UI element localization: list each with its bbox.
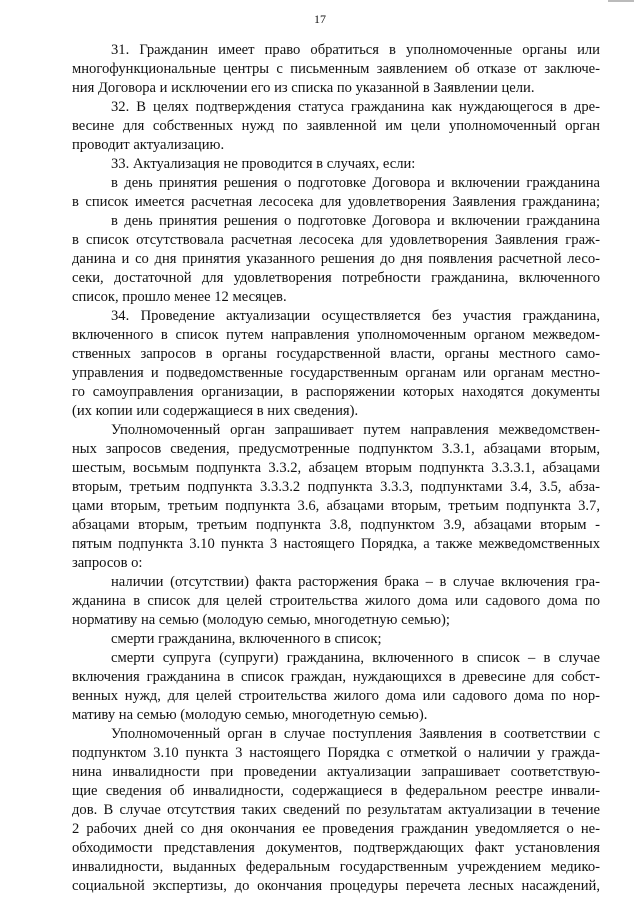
text-line: ния Договора и исключении его из списка по указанной в Заявлении цели.	[72, 80, 535, 96]
text-line: абзацами вторым, третьим подпункта 3.8, подпунктом 3.9, абзацами вторым -	[72, 517, 600, 533]
text-line: инвалидности, выданных федеральным государственным учреждением медико-	[72, 859, 600, 875]
text-line: ных запросов сведения, предусмотренные подпунктом 3.3.1, абзацами вторым,	[72, 441, 600, 457]
text-line: в день принятия решения о подготовке Договора и включении гражданина	[111, 175, 600, 191]
text-line: список, прошло менее 12 месяцев.	[72, 289, 287, 305]
text-line: запросов о:	[72, 555, 143, 571]
text-line: дов. В случае отсутствия таких сведений по результатам актуализации в течение	[72, 802, 600, 818]
text-line: включения гражданина в список граждан, нуждающихся в древесине для собст-	[72, 669, 600, 685]
scan-mark	[608, 0, 634, 2]
text-line: в список имеется расчетная лесосека для удовлетворения Заявления гражданина;	[72, 194, 600, 210]
text-line: секи, достаточной для удовлетворения потребности гражданина, включенного	[72, 270, 600, 286]
text-line: подпунктом 3.10 пункта 3 настоящего Порядка с отметкой о наличии у гражда-	[72, 745, 600, 761]
text-line: в список отсутствовала расчетная лесосека для удовлетворения Заявления граж-	[72, 232, 600, 248]
text-line: нина инвалидности при проведении актуализации запрашивает соответствую-	[72, 764, 600, 780]
text-line: Уполномоченный орган запрашивает путем направления межведомствен-	[111, 422, 600, 438]
text-line: проводит актуализацию.	[72, 137, 225, 153]
text-line: нормативу на семью (молодую семью, многодетную семью);	[72, 612, 450, 628]
text-line: ственных запросов в органы государственной власти, органы местного само-	[72, 346, 600, 362]
text-line: (их копии или содержащиеся в них сведения).	[72, 403, 359, 419]
text-line: управления и подведомственные государственным органам или органам местно-	[72, 365, 600, 381]
text-line: шестым, восьмым подпункта 3.3.2, абзацем вторым подпункта 3.3.3.1, абзацами	[72, 460, 600, 476]
text-line: 34. Проведение актуализации осуществляется без участия гражданина,	[111, 308, 600, 324]
text-line: данина и со дня принятия указанного решения до дня появления расчетной лесо-	[72, 251, 600, 267]
text-line: венных нужд, для целей строительства жилого дома или садового дома по нор-	[72, 688, 600, 704]
text-line: щие сведения об инвалидности, содержащиеся в федеральном реестре инвали-	[72, 783, 600, 799]
text-line: го самоуправления организации, в распоряжении которых находятся документы	[72, 384, 600, 400]
text-line: мативу на семью (молодую семью, многодетную семью).	[72, 707, 428, 723]
text-line: в день принятия решения о подготовке Договора и включении гражданина	[111, 213, 600, 229]
text-line: 33. Актуализация не проводится в случаях, если:	[111, 156, 416, 172]
text-line: жданина в список для целей строительства жилого дома или садового дома по	[72, 593, 600, 609]
text-line: пятым подпункта 3.10 пункта 3 настоящего Порядка, а также межведомственных	[72, 536, 600, 552]
text-line: смерти супруга (супруги) гражданина, включенного в список – в случае	[111, 650, 600, 666]
text-line: социальной экспертизы, до окончания процедуры перечета лесных насаждений,	[72, 878, 600, 894]
text-line: обходимости представления документов, подтверждающих факт установления	[72, 840, 600, 856]
text-line: весине для собственных нужд по заявленной им цели уполномоченный орган	[72, 118, 600, 134]
text-line: включенного в список путем направления уполномоченным органом межведом-	[72, 327, 600, 343]
text-line: вторым, третьим подпункта 3.3.3.2 подпункта 3.3.3, подпунктами 3.4, 3.5, абза-	[72, 479, 600, 495]
text-line: цами вторым, третьим подпункта 3.6, абзацами вторым, третьим подпункта 3.7,	[72, 498, 600, 514]
text-line: наличии (отсутствии) факта расторжения брака – в случае включения гра-	[111, 574, 600, 590]
text-line: 32. В целях подтверждения статуса гражданина как нуждающегося в дре-	[111, 99, 600, 115]
text-line: 31. Гражданин имеет право обратиться в уполномоченные органы или	[111, 42, 600, 58]
page-number: 17	[314, 12, 326, 26]
text-line: Уполномоченный орган в случае поступления Заявления в соответствии с	[111, 726, 600, 742]
text-line: смерти гражданина, включенного в список;	[111, 631, 382, 647]
text-line: 2 рабочих дней со дня окончания ее проведения гражданин уведомляется о не-	[72, 821, 600, 837]
text-line: многофункциональные центры с письменным заявлением об отказе от заключе-	[72, 61, 600, 77]
